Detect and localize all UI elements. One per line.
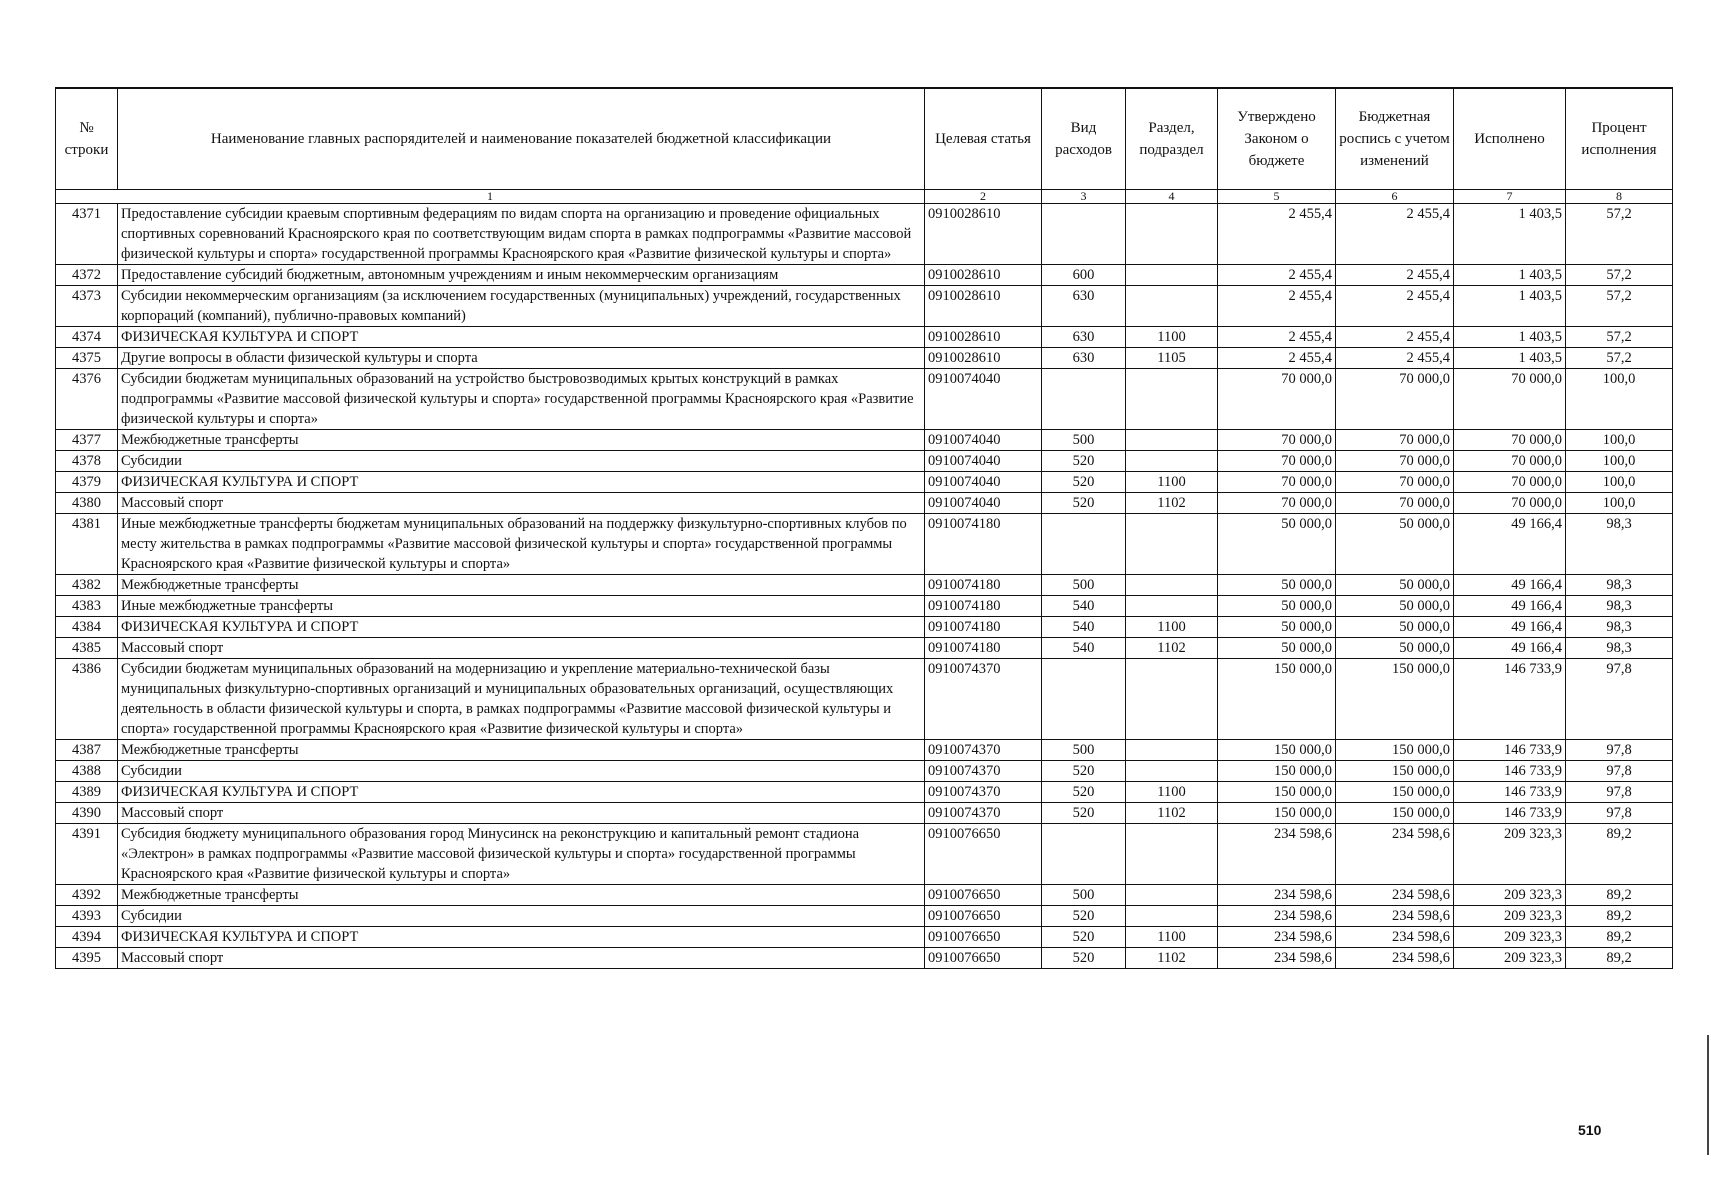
name-cell: Предоставление субсидий бюджетным, автономным учреждениям и иным некоммерческим организациям: [118, 265, 925, 286]
approved-cell: 50 000,0: [1218, 617, 1336, 638]
approved-cell: 234 598,6: [1218, 906, 1336, 927]
target-article-cell: 0910074180: [925, 638, 1042, 659]
schedule-cell: 2 455,4: [1336, 286, 1454, 327]
approved-cell: 50 000,0: [1218, 575, 1336, 596]
row-number-cell: 4374: [56, 327, 118, 348]
column-number-5: 5: [1218, 190, 1336, 204]
column-number-3: 3: [1042, 190, 1126, 204]
percent-cell: 57,2: [1566, 348, 1673, 369]
expense-kind-cell: 520: [1042, 472, 1126, 493]
expense-kind-cell: 500: [1042, 740, 1126, 761]
expense-kind-cell: 520: [1042, 493, 1126, 514]
approved-cell: 234 598,6: [1218, 948, 1336, 969]
section-cell: [1126, 906, 1218, 927]
executed-cell: 70 000,0: [1454, 451, 1566, 472]
section-cell: [1126, 265, 1218, 286]
schedule-cell: 234 598,6: [1336, 927, 1454, 948]
percent-cell: 57,2: [1566, 286, 1673, 327]
approved-cell: 2 455,4: [1218, 348, 1336, 369]
section-cell: [1126, 740, 1218, 761]
approved-cell: 2 455,4: [1218, 265, 1336, 286]
approved-cell: 150 000,0: [1218, 659, 1336, 740]
percent-cell: 97,8: [1566, 659, 1673, 740]
expense-kind-cell: 520: [1042, 451, 1126, 472]
section-cell: 1102: [1126, 803, 1218, 824]
target-article-cell: 0910076650: [925, 948, 1042, 969]
schedule-cell: 234 598,6: [1336, 885, 1454, 906]
target-article-cell: 0910028610: [925, 348, 1042, 369]
percent-cell: 57,2: [1566, 204, 1673, 265]
percent-cell: 100,0: [1566, 493, 1673, 514]
percent-cell: 98,3: [1566, 514, 1673, 575]
approved-cell: 234 598,6: [1218, 927, 1336, 948]
table-row: [56, 638, 1673, 659]
name-cell: Субсидии некоммерческим организациям (за исключением государственных (муниципальных) учреждений, государственных корпораций (компаний), публично-правовых компаний): [118, 286, 925, 327]
approved-cell: 234 598,6: [1218, 885, 1336, 906]
table-row: [56, 740, 1673, 761]
executed-cell: 209 323,3: [1454, 885, 1566, 906]
executed-cell: 1 403,5: [1454, 327, 1566, 348]
percent-cell: 89,2: [1566, 824, 1673, 885]
table-row: [56, 472, 1673, 493]
table-row: [56, 514, 1673, 575]
name-cell: Субсидии: [118, 761, 925, 782]
approved-cell: 70 000,0: [1218, 369, 1336, 430]
name-cell: Массовый спорт: [118, 803, 925, 824]
header-approved: Утверждено Законом о бюджете: [1218, 88, 1336, 190]
expense-kind-cell: 500: [1042, 575, 1126, 596]
row-number-cell: 4377: [56, 430, 118, 451]
name-cell: Иные межбюджетные трансферты: [118, 596, 925, 617]
schedule-cell: 70 000,0: [1336, 430, 1454, 451]
table-row: [56, 451, 1673, 472]
target-article-cell: 0910074180: [925, 514, 1042, 575]
approved-cell: 150 000,0: [1218, 761, 1336, 782]
name-cell: Массовый спорт: [118, 638, 925, 659]
target-article-cell: 0910076650: [925, 885, 1042, 906]
name-cell: Субсидии бюджетам муниципальных образований на устройство быстровозводимых крытых конструкций в рамках подпрограммы «Развитие массовой физической культуры и спорта» государственной программы Красноярского края «Развитие физической культуры и спорта»: [118, 369, 925, 430]
table-row: [56, 265, 1673, 286]
percent-cell: 100,0: [1566, 430, 1673, 451]
section-cell: [1126, 514, 1218, 575]
target-article-cell: 0910074370: [925, 782, 1042, 803]
name-cell: Межбюджетные трансферты: [118, 885, 925, 906]
approved-cell: 150 000,0: [1218, 803, 1336, 824]
schedule-cell: 234 598,6: [1336, 906, 1454, 927]
executed-cell: 49 166,4: [1454, 638, 1566, 659]
row-number-cell: 4388: [56, 761, 118, 782]
row-number-cell: 4393: [56, 906, 118, 927]
approved-cell: 50 000,0: [1218, 638, 1336, 659]
header-kind: Вид расходов: [1042, 88, 1126, 190]
column-number-2: 2: [925, 190, 1042, 204]
section-cell: 1102: [1126, 493, 1218, 514]
percent-cell: 57,2: [1566, 327, 1673, 348]
target-article-cell: 0910074040: [925, 369, 1042, 430]
schedule-cell: 70 000,0: [1336, 493, 1454, 514]
column-number-4: 4: [1126, 190, 1218, 204]
approved-cell: 2 455,4: [1218, 327, 1336, 348]
section-cell: 1100: [1126, 927, 1218, 948]
executed-cell: 49 166,4: [1454, 596, 1566, 617]
target-article-cell: 0910028610: [925, 327, 1042, 348]
target-article-cell: 0910028610: [925, 204, 1042, 265]
row-number-cell: 4391: [56, 824, 118, 885]
executed-cell: 1 403,5: [1454, 348, 1566, 369]
target-article-cell: 0910028610: [925, 286, 1042, 327]
approved-cell: 70 000,0: [1218, 430, 1336, 451]
expense-kind-cell: 500: [1042, 885, 1126, 906]
table-row: [56, 369, 1673, 430]
executed-cell: 209 323,3: [1454, 824, 1566, 885]
name-cell: Массовый спорт: [118, 948, 925, 969]
executed-cell: 49 166,4: [1454, 617, 1566, 638]
percent-cell: 98,3: [1566, 638, 1673, 659]
percent-cell: 98,3: [1566, 596, 1673, 617]
target-article-cell: 0910074040: [925, 430, 1042, 451]
schedule-cell: 234 598,6: [1336, 948, 1454, 969]
column-number-1: 1: [56, 190, 925, 204]
section-cell: 1105: [1126, 348, 1218, 369]
approved-cell: 70 000,0: [1218, 472, 1336, 493]
percent-cell: 97,8: [1566, 803, 1673, 824]
expense-kind-cell: 630: [1042, 286, 1126, 327]
section-cell: 1102: [1126, 638, 1218, 659]
table-row: [56, 430, 1673, 451]
expense-kind-cell: 520: [1042, 927, 1126, 948]
approved-cell: 50 000,0: [1218, 596, 1336, 617]
name-cell: Межбюджетные трансферты: [118, 740, 925, 761]
table-row: [56, 659, 1673, 740]
table-row: [56, 348, 1673, 369]
table-row: [56, 906, 1673, 927]
section-cell: 1102: [1126, 948, 1218, 969]
row-number-cell: 4386: [56, 659, 118, 740]
executed-cell: 1 403,5: [1454, 286, 1566, 327]
executed-cell: 70 000,0: [1454, 369, 1566, 430]
target-article-cell: 0910074370: [925, 803, 1042, 824]
percent-cell: 89,2: [1566, 927, 1673, 948]
schedule-cell: 234 598,6: [1336, 824, 1454, 885]
expense-kind-cell: 540: [1042, 596, 1126, 617]
header-executed: Исполнено: [1454, 88, 1566, 190]
percent-cell: 100,0: [1566, 451, 1673, 472]
header-percent: Процент исполнения: [1566, 88, 1673, 190]
schedule-cell: 70 000,0: [1336, 369, 1454, 430]
table-row: [56, 824, 1673, 885]
percent-cell: 97,8: [1566, 761, 1673, 782]
target-article-cell: 0910076650: [925, 906, 1042, 927]
section-cell: [1126, 761, 1218, 782]
section-cell: 1100: [1126, 617, 1218, 638]
expense-kind-cell: 520: [1042, 948, 1126, 969]
section-cell: 1100: [1126, 782, 1218, 803]
executed-cell: 146 733,9: [1454, 740, 1566, 761]
row-number-cell: 4378: [56, 451, 118, 472]
column-number-7: 7: [1454, 190, 1566, 204]
executed-cell: 1 403,5: [1454, 265, 1566, 286]
table-row: [56, 286, 1673, 327]
target-article-cell: 0910074180: [925, 617, 1042, 638]
section-cell: [1126, 885, 1218, 906]
name-cell: Межбюджетные трансферты: [118, 575, 925, 596]
name-cell: Другие вопросы в области физической культуры и спорта: [118, 348, 925, 369]
section-cell: [1126, 286, 1218, 327]
executed-cell: 209 323,3: [1454, 906, 1566, 927]
budget-sheet: [55, 87, 1672, 969]
target-article-cell: 0910076650: [925, 927, 1042, 948]
schedule-cell: 2 455,4: [1336, 348, 1454, 369]
schedule-cell: 150 000,0: [1336, 659, 1454, 740]
expense-kind-cell: 630: [1042, 348, 1126, 369]
header-row-no: № строки: [56, 88, 118, 190]
schedule-cell: 70 000,0: [1336, 472, 1454, 493]
expense-kind-cell: [1042, 514, 1126, 575]
percent-cell: 100,0: [1566, 369, 1673, 430]
page-number: 510: [1578, 1122, 1602, 1138]
target-article-cell: 0910074040: [925, 472, 1042, 493]
column-number-8: 8: [1566, 190, 1673, 204]
executed-cell: 70 000,0: [1454, 493, 1566, 514]
section-cell: [1126, 204, 1218, 265]
name-cell: Субсидии: [118, 451, 925, 472]
row-number-cell: 4381: [56, 514, 118, 575]
name-cell: Субсидия бюджету муниципального образования город Минусинск на реконструкцию и капитальный ремонт стадиона «Электрон» в рамках подпрограммы «Развитие массовой физической культуры и спорта» государственной программы Красноярского края «Развитие физической культуры и спорта»: [118, 824, 925, 885]
row-number-cell: 4375: [56, 348, 118, 369]
table-row: [56, 927, 1673, 948]
schedule-cell: 50 000,0: [1336, 575, 1454, 596]
row-number-cell: 4389: [56, 782, 118, 803]
row-number-cell: 4394: [56, 927, 118, 948]
expense-kind-cell: [1042, 369, 1126, 430]
target-article-cell: 0910074370: [925, 761, 1042, 782]
target-article-cell: 0910074180: [925, 575, 1042, 596]
approved-cell: 2 455,4: [1218, 204, 1336, 265]
expense-kind-cell: [1042, 659, 1126, 740]
target-article-cell: 0910028610: [925, 265, 1042, 286]
name-cell: Массовый спорт: [118, 493, 925, 514]
row-number-cell: 4387: [56, 740, 118, 761]
section-cell: [1126, 369, 1218, 430]
name-cell: ФИЗИЧЕСКАЯ КУЛЬТУРА И СПОРТ: [118, 617, 925, 638]
header-section: Раздел, подраздел: [1126, 88, 1218, 190]
approved-cell: 150 000,0: [1218, 740, 1336, 761]
target-article-cell: 0910074180: [925, 596, 1042, 617]
name-cell: ФИЗИЧЕСКАЯ КУЛЬТУРА И СПОРТ: [118, 782, 925, 803]
table-row: [56, 596, 1673, 617]
name-cell: ФИЗИЧЕСКАЯ КУЛЬТУРА И СПОРТ: [118, 472, 925, 493]
schedule-cell: 50 000,0: [1336, 596, 1454, 617]
table-row: [56, 575, 1673, 596]
schedule-cell: 2 455,4: [1336, 327, 1454, 348]
expense-kind-cell: [1042, 824, 1126, 885]
header-row: [56, 88, 1673, 190]
row-number-cell: 4392: [56, 885, 118, 906]
row-number-cell: 4380: [56, 493, 118, 514]
approved-cell: 150 000,0: [1218, 782, 1336, 803]
percent-cell: 100,0: [1566, 472, 1673, 493]
row-number-cell: 4376: [56, 369, 118, 430]
expense-kind-cell: 520: [1042, 803, 1126, 824]
row-number-cell: 4379: [56, 472, 118, 493]
percent-cell: 57,2: [1566, 265, 1673, 286]
schedule-cell: 2 455,4: [1336, 204, 1454, 265]
row-number-cell: 4371: [56, 204, 118, 265]
executed-cell: 209 323,3: [1454, 927, 1566, 948]
executed-cell: 49 166,4: [1454, 575, 1566, 596]
percent-cell: 98,3: [1566, 617, 1673, 638]
budget-table: [55, 87, 1673, 969]
schedule-cell: 2 455,4: [1336, 265, 1454, 286]
executed-cell: 70 000,0: [1454, 430, 1566, 451]
schedule-cell: 150 000,0: [1336, 803, 1454, 824]
expense-kind-cell: 630: [1042, 327, 1126, 348]
target-article-cell: 0910074370: [925, 740, 1042, 761]
row-number-cell: 4373: [56, 286, 118, 327]
executed-cell: 146 733,9: [1454, 659, 1566, 740]
section-cell: [1126, 575, 1218, 596]
target-article-cell: 0910074040: [925, 493, 1042, 514]
schedule-cell: 150 000,0: [1336, 740, 1454, 761]
target-article-cell: 0910076650: [925, 824, 1042, 885]
table-row: [56, 782, 1673, 803]
expense-kind-cell: 500: [1042, 430, 1126, 451]
section-cell: 1100: [1126, 327, 1218, 348]
schedule-cell: 50 000,0: [1336, 617, 1454, 638]
expense-kind-cell: [1042, 204, 1126, 265]
expense-kind-cell: 520: [1042, 782, 1126, 803]
expense-kind-cell: 540: [1042, 617, 1126, 638]
column-number-6: 6: [1336, 190, 1454, 204]
schedule-cell: 150 000,0: [1336, 761, 1454, 782]
section-cell: [1126, 451, 1218, 472]
executed-cell: 146 733,9: [1454, 782, 1566, 803]
name-cell: ФИЗИЧЕСКАЯ КУЛЬТУРА И СПОРТ: [118, 927, 925, 948]
executed-cell: 146 733,9: [1454, 761, 1566, 782]
table-row: [56, 948, 1673, 969]
header-name: Наименование главных распорядителей и наименование показателей бюджетной классификации: [118, 88, 925, 190]
section-cell: [1126, 659, 1218, 740]
executed-cell: 146 733,9: [1454, 803, 1566, 824]
row-number-cell: 4395: [56, 948, 118, 969]
section-cell: [1126, 824, 1218, 885]
schedule-cell: 150 000,0: [1336, 782, 1454, 803]
scan-edge: [1707, 1035, 1709, 1155]
row-number-cell: 4390: [56, 803, 118, 824]
table-row: [56, 761, 1673, 782]
percent-cell: 98,3: [1566, 575, 1673, 596]
table-row: [56, 803, 1673, 824]
row-number-cell: 4384: [56, 617, 118, 638]
table-body: [56, 204, 1673, 969]
percent-cell: 89,2: [1566, 906, 1673, 927]
expense-kind-cell: 600: [1042, 265, 1126, 286]
column-number-row: [56, 190, 1673, 204]
table-row: [56, 204, 1673, 265]
table-row: [56, 327, 1673, 348]
row-number-cell: 4385: [56, 638, 118, 659]
table-row: [56, 885, 1673, 906]
executed-cell: 1 403,5: [1454, 204, 1566, 265]
name-cell: Межбюджетные трансферты: [118, 430, 925, 451]
approved-cell: 50 000,0: [1218, 514, 1336, 575]
name-cell: Иные межбюджетные трансферты бюджетам муниципальных образований на поддержку физкультурно-спортивных клубов по месту жительства в рамках подпрограммы «Развитие массовой физической культуры и спорта» государственной программы Красноярского края «Развитие физической культуры и спорта»: [118, 514, 925, 575]
section-cell: 1100: [1126, 472, 1218, 493]
percent-cell: 97,8: [1566, 740, 1673, 761]
percent-cell: 89,2: [1566, 885, 1673, 906]
table-row: [56, 493, 1673, 514]
percent-cell: 89,2: [1566, 948, 1673, 969]
name-cell: ФИЗИЧЕСКАЯ КУЛЬТУРА И СПОРТ: [118, 327, 925, 348]
section-cell: [1126, 596, 1218, 617]
schedule-cell: 50 000,0: [1336, 514, 1454, 575]
percent-cell: 97,8: [1566, 782, 1673, 803]
target-article-cell: 0910074370: [925, 659, 1042, 740]
schedule-cell: 70 000,0: [1336, 451, 1454, 472]
name-cell: Субсидии бюджетам муниципальных образований на модернизацию и укрепление материально-технической базы муниципальных физкультурно-спортивных организаций и муниципальных образовательных организаций, осуществляющих деятельность в области физической культуры и спорта, в рамках подпрограммы «Развитие массовой физической культуры и спорта» государственной программы Красноярского края «Развитие физической культуры и спорта»: [118, 659, 925, 740]
name-cell: Предоставление субсидии краевым спортивным федерациям по видам спорта на организацию и проведение официальных спортивных соревнований Красноярского края по соответствующим видам спорта в рамках подпрограммы «Развитие массовой физической культуры и спорта» государственной программы Красноярского края «Развитие физической культуры и спорта»: [118, 204, 925, 265]
approved-cell: 70 000,0: [1218, 493, 1336, 514]
header-target: Целевая статья: [925, 88, 1042, 190]
header-schedule: Бюджетная роспись с учетом изменений: [1336, 88, 1454, 190]
target-article-cell: 0910074040: [925, 451, 1042, 472]
executed-cell: 49 166,4: [1454, 514, 1566, 575]
section-cell: [1126, 430, 1218, 451]
approved-cell: 70 000,0: [1218, 451, 1336, 472]
executed-cell: 209 323,3: [1454, 948, 1566, 969]
expense-kind-cell: 520: [1042, 906, 1126, 927]
row-number-cell: 4382: [56, 575, 118, 596]
row-number-cell: 4372: [56, 265, 118, 286]
expense-kind-cell: 540: [1042, 638, 1126, 659]
approved-cell: 2 455,4: [1218, 286, 1336, 327]
schedule-cell: 50 000,0: [1336, 638, 1454, 659]
table-row: [56, 617, 1673, 638]
row-number-cell: 4383: [56, 596, 118, 617]
name-cell: Субсидии: [118, 906, 925, 927]
approved-cell: 234 598,6: [1218, 824, 1336, 885]
executed-cell: 70 000,0: [1454, 472, 1566, 493]
expense-kind-cell: 520: [1042, 761, 1126, 782]
